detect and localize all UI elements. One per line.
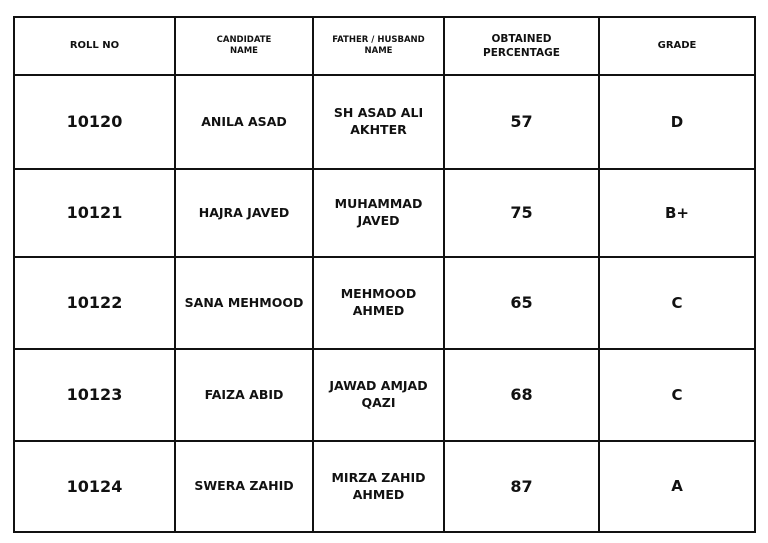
father-husband-name-header-line2: NAME bbox=[364, 46, 393, 56]
father-name-line1: JAWAD AMJAD bbox=[329, 378, 428, 394]
candidate-name-cell: HAJRA JAVED bbox=[175, 169, 313, 257]
roll-no-cell: 10121 bbox=[14, 169, 175, 257]
roll-no-cell: 10123 bbox=[14, 349, 175, 441]
grade-cell: B+ bbox=[599, 169, 755, 257]
obtained-percentage-header bbox=[444, 17, 599, 75]
grade-cell: C bbox=[599, 257, 755, 349]
percentage-cell: 87 bbox=[444, 441, 599, 532]
roll-no-cell: 10120 bbox=[14, 75, 175, 169]
father-husband-name-cell bbox=[313, 257, 444, 349]
candidate-name-header-line1: CANDIDATE bbox=[216, 34, 272, 45]
grade-cell: C bbox=[599, 349, 755, 441]
father-name-line2: AHMED bbox=[352, 303, 405, 318]
percentage-cell: 75 bbox=[444, 169, 599, 257]
percentage-cell: 68 bbox=[444, 349, 599, 441]
table-row bbox=[14, 75, 755, 169]
roll-no-header bbox=[14, 17, 175, 75]
grade-header-label: GRADE bbox=[657, 40, 697, 52]
table-row bbox=[14, 169, 755, 257]
percentage-cell: 65 bbox=[444, 257, 599, 349]
roll-no-cell: 10122 bbox=[14, 257, 175, 349]
father-name-line1: MIRZA ZAHID bbox=[331, 469, 426, 485]
obtained-percentage-header-line1: OBTAINED bbox=[491, 32, 552, 45]
candidate-name-cell: SWERA ZAHID bbox=[175, 441, 313, 532]
table-row bbox=[14, 349, 755, 441]
results-table bbox=[13, 16, 756, 533]
father-name-line2: JAVED bbox=[357, 213, 400, 228]
father-husband-name-cell bbox=[313, 75, 444, 169]
grade-cell: A bbox=[599, 441, 755, 532]
father-name-line2: QAZI bbox=[361, 395, 396, 410]
header-row bbox=[14, 17, 755, 75]
father-husband-name-header-line1: FATHER / HUSBAND bbox=[332, 34, 425, 45]
grade-header bbox=[599, 17, 755, 75]
percentage-cell: 57 bbox=[444, 75, 599, 169]
candidate-name-header bbox=[175, 17, 313, 75]
candidate-name-cell: ANILA ASAD bbox=[175, 75, 313, 169]
candidate-name-header-line2: NAME bbox=[230, 46, 258, 56]
roll-no-header-label: ROLL NO bbox=[69, 40, 120, 52]
father-name-line1: MEHMOOD bbox=[340, 286, 417, 302]
obtained-percentage-header-line2: PERCENTAGE bbox=[483, 47, 560, 59]
grade-cell: D bbox=[599, 75, 755, 169]
roll-no-cell: 10124 bbox=[14, 441, 175, 532]
candidate-name-cell: FAIZA ABID bbox=[175, 349, 313, 441]
table-row bbox=[14, 257, 755, 349]
father-name-line1: SH ASAD ALI bbox=[333, 105, 424, 121]
father-name-line2: AHMED bbox=[352, 486, 405, 502]
father-name-line2: AKHTER bbox=[350, 122, 407, 137]
father-husband-name-cell bbox=[313, 169, 444, 257]
father-name-line1: MUHAMMAD bbox=[334, 196, 423, 212]
father-husband-name-cell bbox=[313, 441, 444, 532]
father-husband-name-cell bbox=[313, 349, 444, 441]
candidate-name-cell: SANA MEHMOOD bbox=[175, 257, 313, 349]
table-row bbox=[14, 441, 755, 532]
father-husband-name-header bbox=[313, 17, 444, 75]
